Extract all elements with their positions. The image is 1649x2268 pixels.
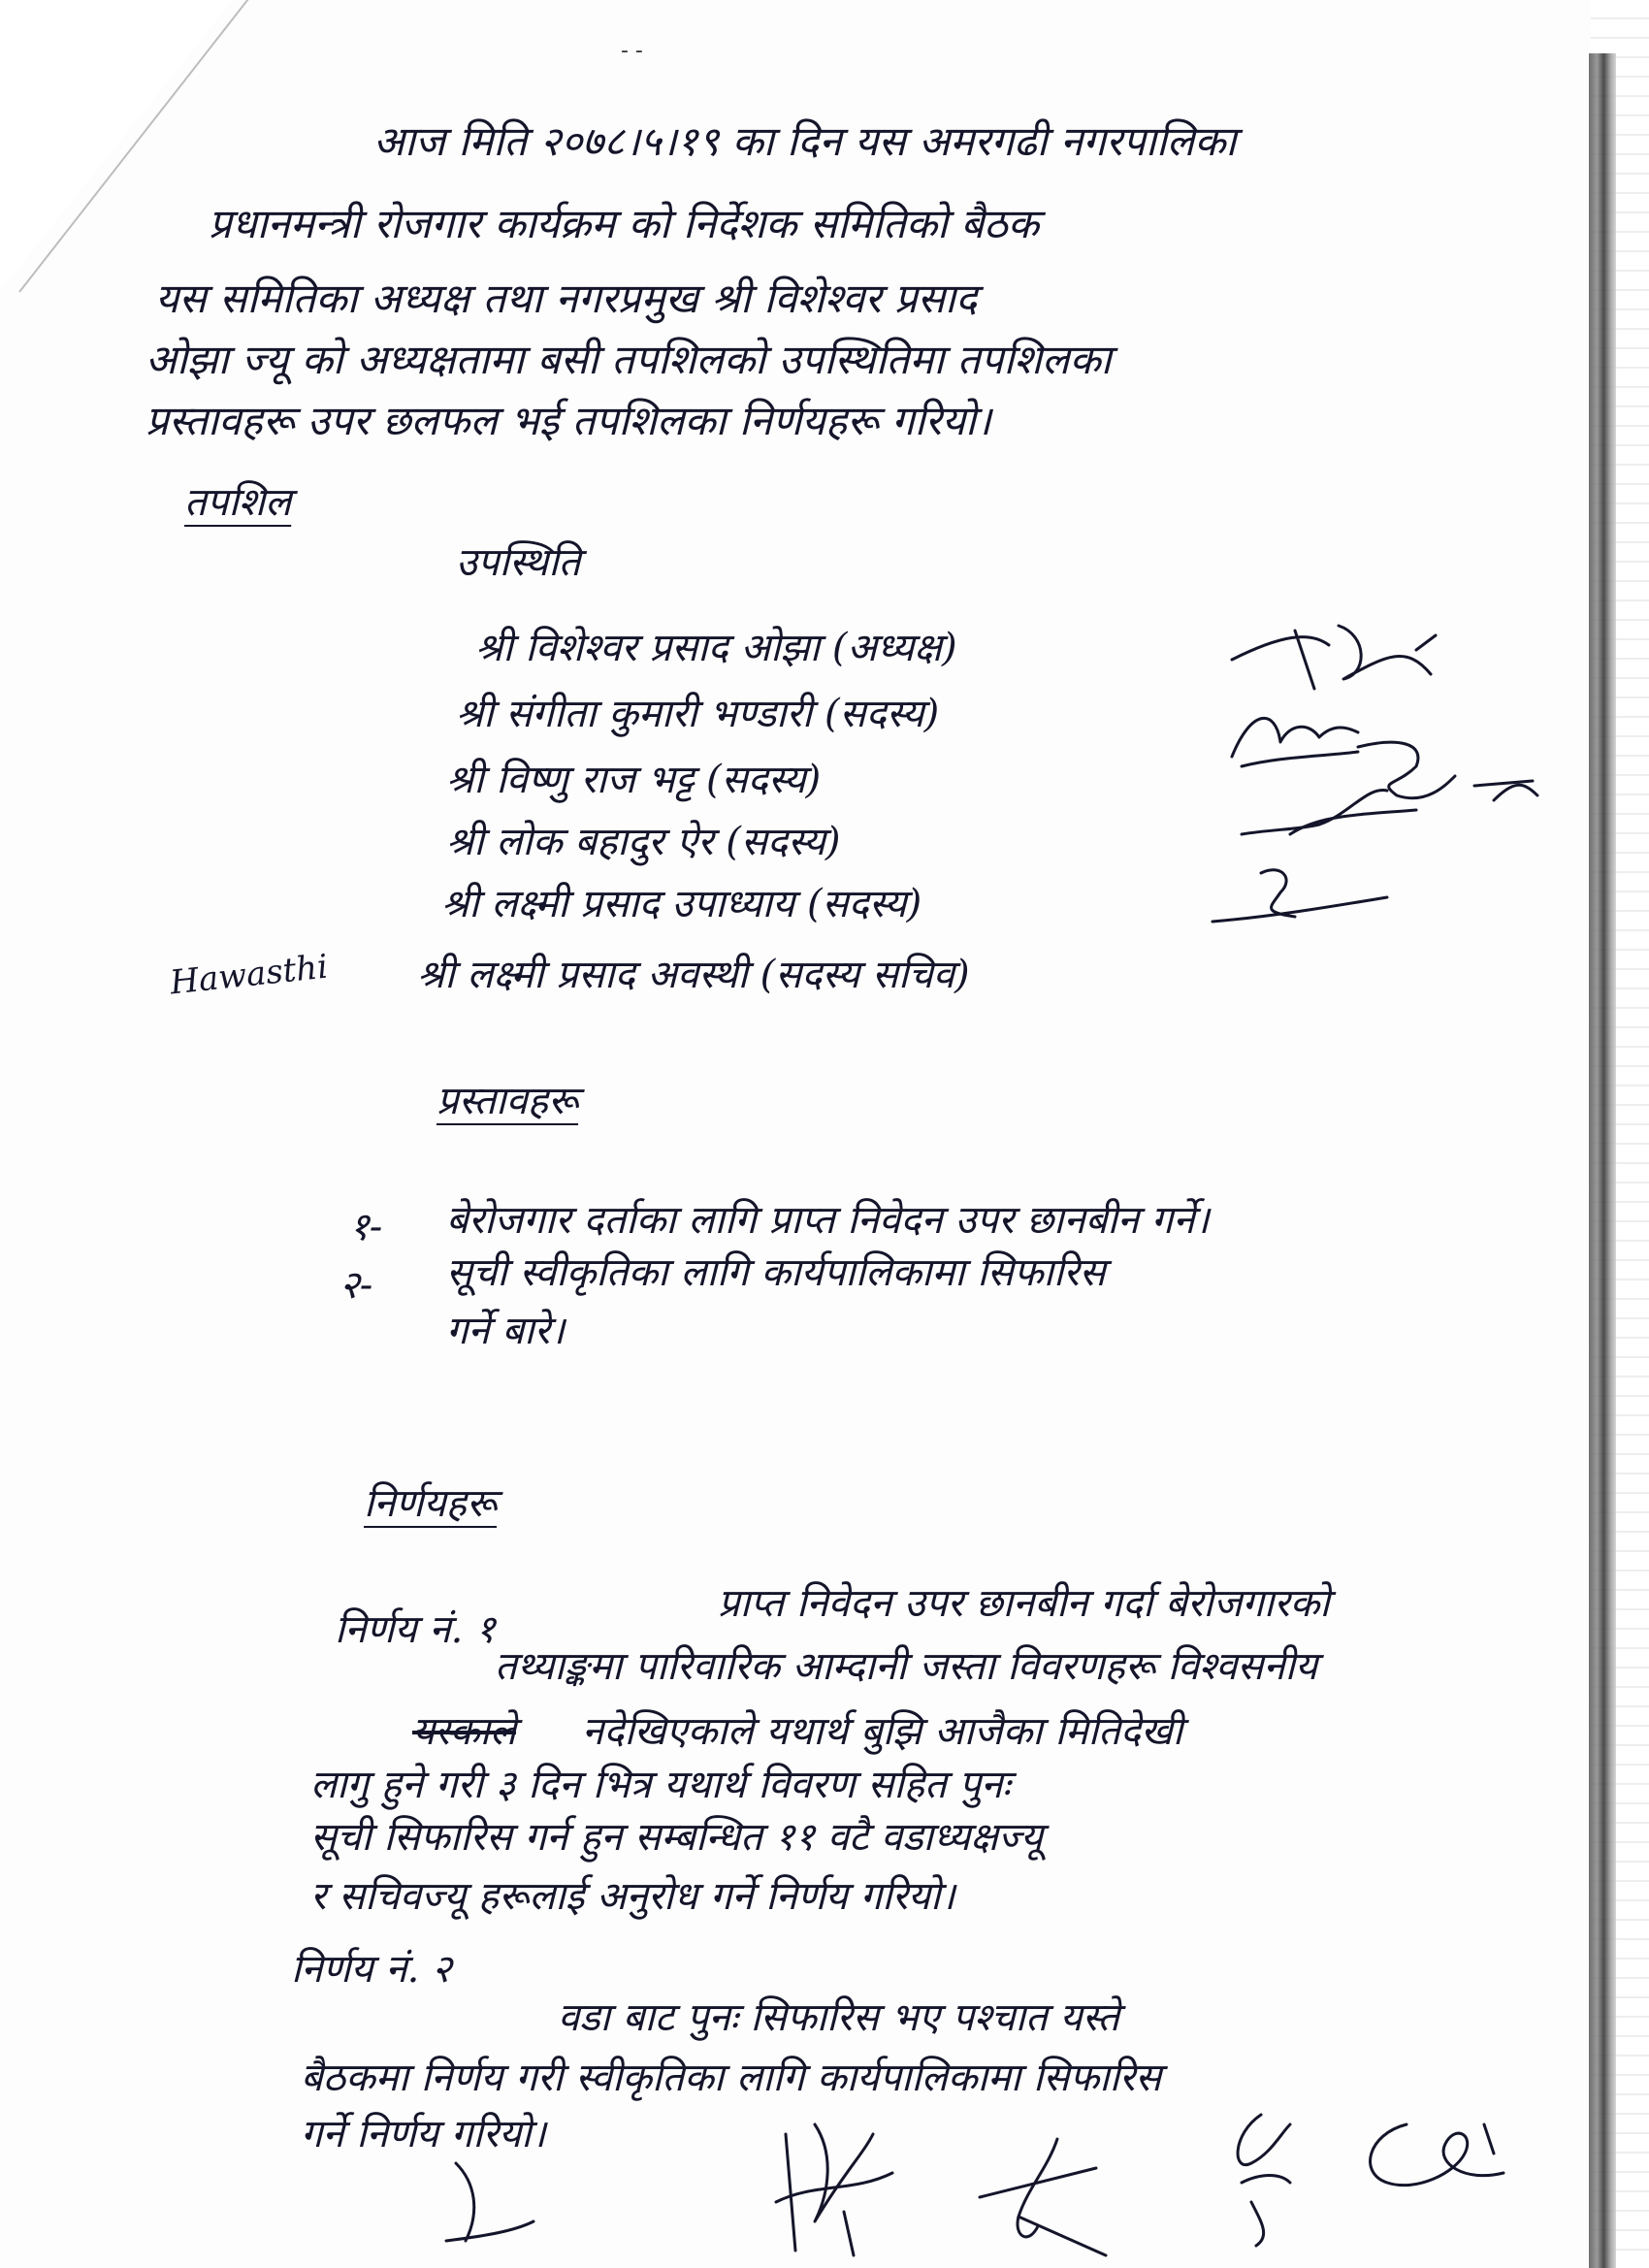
member-4: श्री लोक बहादुर ऐर (सदस्य) <box>446 820 841 864</box>
decision-2-label: निर्णय नं. २ <box>291 1947 452 1992</box>
proposal-1-text: बेरोजगार दर्ताका लागि प्राप्त निवेदन उपर छानबीन गर्ने। <box>446 1198 1210 1243</box>
member-2: श्री संगीता कुमारी भण्डारी (सदस्य) <box>456 692 940 736</box>
member-5: श्री लक्ष्मी प्रसाद उपाध्याय (सदस्य) <box>441 882 922 926</box>
attendance-heading: उपस्थिति <box>456 540 581 585</box>
margin-signature: Hawasthi <box>168 947 330 1003</box>
scan-edge <box>1589 53 1616 2268</box>
page-fold <box>0 0 233 291</box>
decision-1-line-6: र सचिवज्यू हरूलाई अनुरोध गर्ने निर्णय गरियो। <box>310 1874 955 1919</box>
decision-1-label: निर्णय नं. १ <box>335 1607 496 1652</box>
signature-member-4 <box>1232 776 1426 863</box>
decision-1-line-5: सूची सिफारिस गर्न हुन सम्बन्धित ११ वटै वडाध्यक्षज्यू <box>310 1815 1044 1860</box>
proposal-2-cont: गर्ने बारे। <box>446 1309 566 1353</box>
decision-1-line-1: प्राप्त निवेदन उपर छानबीन गर्दा बेरोजगारको <box>718 1581 1330 1626</box>
member-3: श्री विष्णु राज भट्ट (सदस्य) <box>446 758 822 802</box>
decision-1-line-2: तथ्याङ्कमा पारिवारिक आम्दानी जस्ता विवरणहरू विश्वसनीय <box>495 1644 1318 1689</box>
proposal-2-text: सूची स्वीकृतिका लागि कार्यपालिकामा सिफारिस <box>446 1250 1106 1295</box>
signature-member-5 <box>1203 854 1397 941</box>
proposals-heading: प्रस्तावहरू <box>436 1079 579 1123</box>
decision-2-line-1: वडा बाट पुनः सिफारिस भए पश्चात यस्ते <box>558 1995 1120 2040</box>
intro-line-4: ओझा ज्यू को अध्यक्षतामा बसी तपशिलको उपस्थितिमा तपशिलका <box>146 336 1112 383</box>
signature-bottom-4 <box>1203 2105 1319 2251</box>
decisions-heading: निर्णयहरू <box>364 1481 497 1526</box>
intro-line-3: यस समितिका अध्यक्ष तथा नगरप्रमुख श्री विशेश्वर प्रसाद <box>155 275 978 322</box>
signature-member-1 <box>1222 606 1455 713</box>
proposal-2-num: २- <box>340 1263 373 1308</box>
signature-bottom-1 <box>427 2154 543 2251</box>
intro-line-5: प्रस्तावहरू उपर छलफल भई तपशिलका निर्णयहरू गरियो। <box>146 397 991 444</box>
tapashil-heading: तपशिल <box>184 480 292 525</box>
intro-line-1: आज मिति २०७८।५।१९ का दिन यस अमरगढी नगरपालिका <box>373 117 1237 165</box>
decision-1-struck-word: यस्काले <box>412 1709 516 1754</box>
member-6: श्री लक्ष्मी प्रसाद अवस्थी (सदस्य सचिव) <box>417 953 970 997</box>
decision-2-line-3: गर्ने निर्णय गरियो। <box>301 2112 546 2156</box>
header-mark: - - <box>621 39 643 63</box>
signature-bottom-2 <box>757 2115 902 2260</box>
intro-line-2: प्रधानमन्त्री रोजगार कार्यक्रम को निर्देशक समितिको बैठक <box>209 200 1040 247</box>
signature-bottom-5 <box>1339 2105 1533 2221</box>
proposal-1-num: १- <box>349 1205 383 1249</box>
decision-1-line-4: लागु हुने गरी ३ दिन भित्र यथार्थ विवरण सहित पुनः <box>310 1763 1011 1807</box>
decision-1-line-3: नदेखिएकाले यथार्थ बुझि आजैका मितिदेखी <box>582 1709 1183 1754</box>
decision-2-line-2: बैठकमा निर्णय गरी स्वीकृतिका लागि कार्यपालिकामा सिफारिस <box>301 2056 1162 2100</box>
member-1: श्री विशेश्वर प्रसाद ओझा (अध्यक्ष) <box>475 626 957 670</box>
signature-bottom-3 <box>960 2129 1116 2265</box>
